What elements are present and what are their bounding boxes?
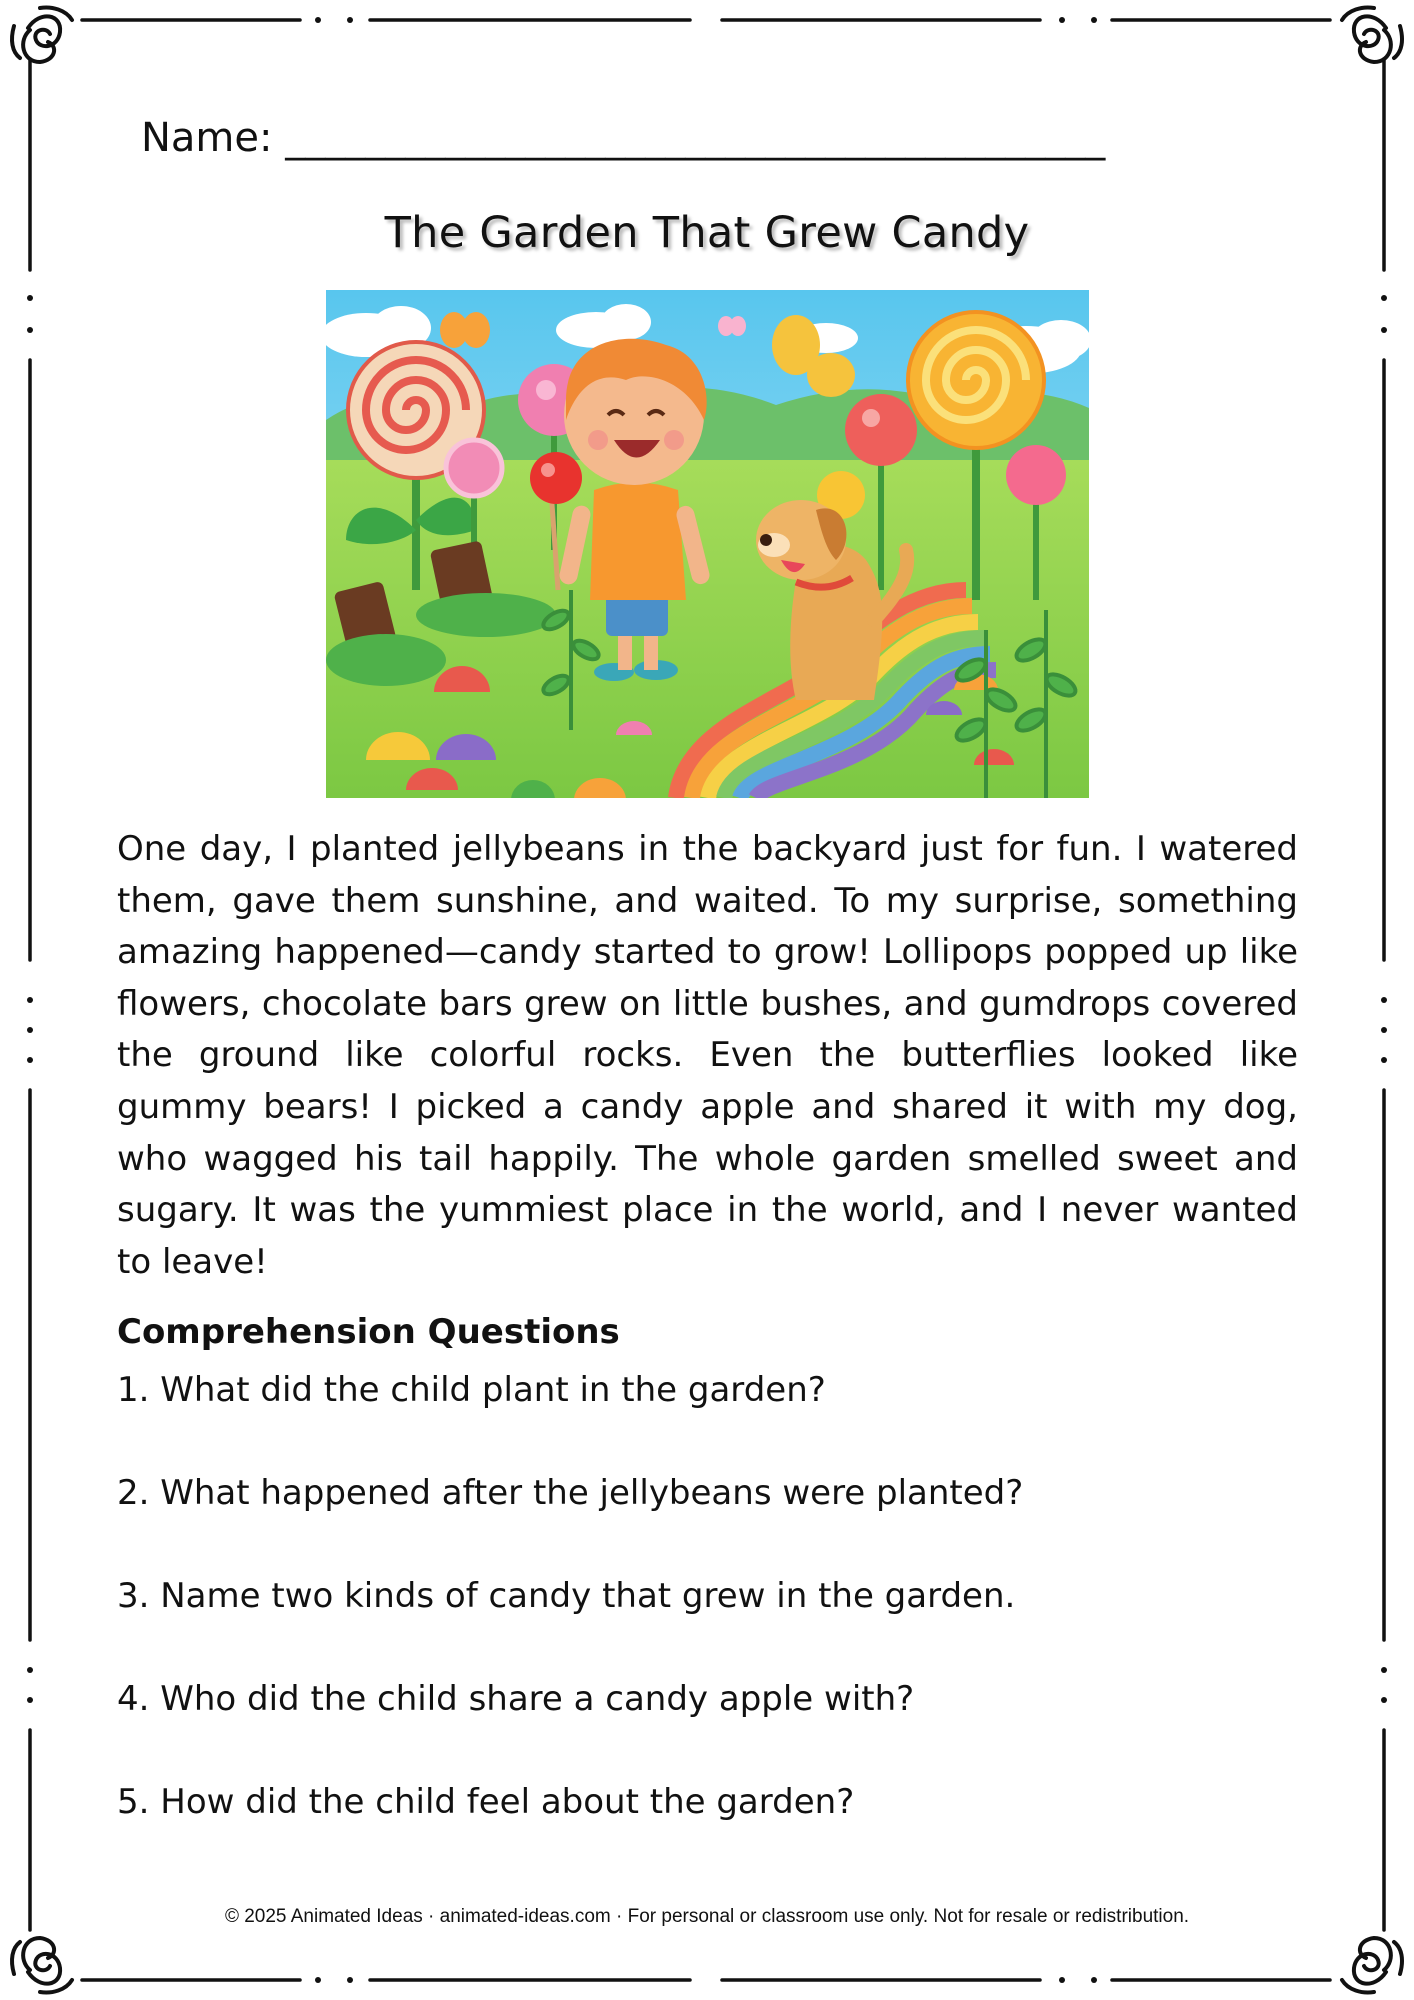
name-blank-line: _________________________________________: [285, 115, 1106, 161]
questions-heading: Comprehension Questions: [117, 1312, 620, 1352]
candy-garden-illustration: [326, 290, 1089, 798]
name-label: Name:: [141, 115, 273, 161]
question-item: 5. How did the child feel about the garden?: [117, 1782, 855, 1822]
question-item: 1. What did the child plant in the garden?: [117, 1370, 826, 1410]
name-field: [141, 115, 1105, 161]
page-title: The Garden That Grew Candy: [384, 208, 1030, 258]
copyright-footer: © 2025 Animated Ideas · animated-ideas.com · For personal or classroom use only. Not for resale or redistribution.: [224, 1906, 1190, 1927]
question-item: 2. What happened after the jellybeans were planted?: [117, 1473, 1024, 1513]
story-paragraph: One day, I planted jellybeans in the backyard just for fun. I watered them, gave them sunshine, and waited. To my surprise, something amazing happened—candy started to grow! Lollipops popped up like flowers, chocolate bars grew on little bushes, and gumdrops covered the ground like colorful rocks. Even the butterflies looked like gummy bears! I picked a candy apple and shared it with my dog, who wagged his tail happily. The whole garden smelled sweet and sugary. It was the yummiest place in the world, and I never wanted to leave!: [117, 829, 1298, 1282]
question-item: 3. Name two kinds of candy that grew in the garden.: [117, 1576, 1016, 1616]
question-item: 4. Who did the child share a candy apple with?: [117, 1679, 915, 1719]
